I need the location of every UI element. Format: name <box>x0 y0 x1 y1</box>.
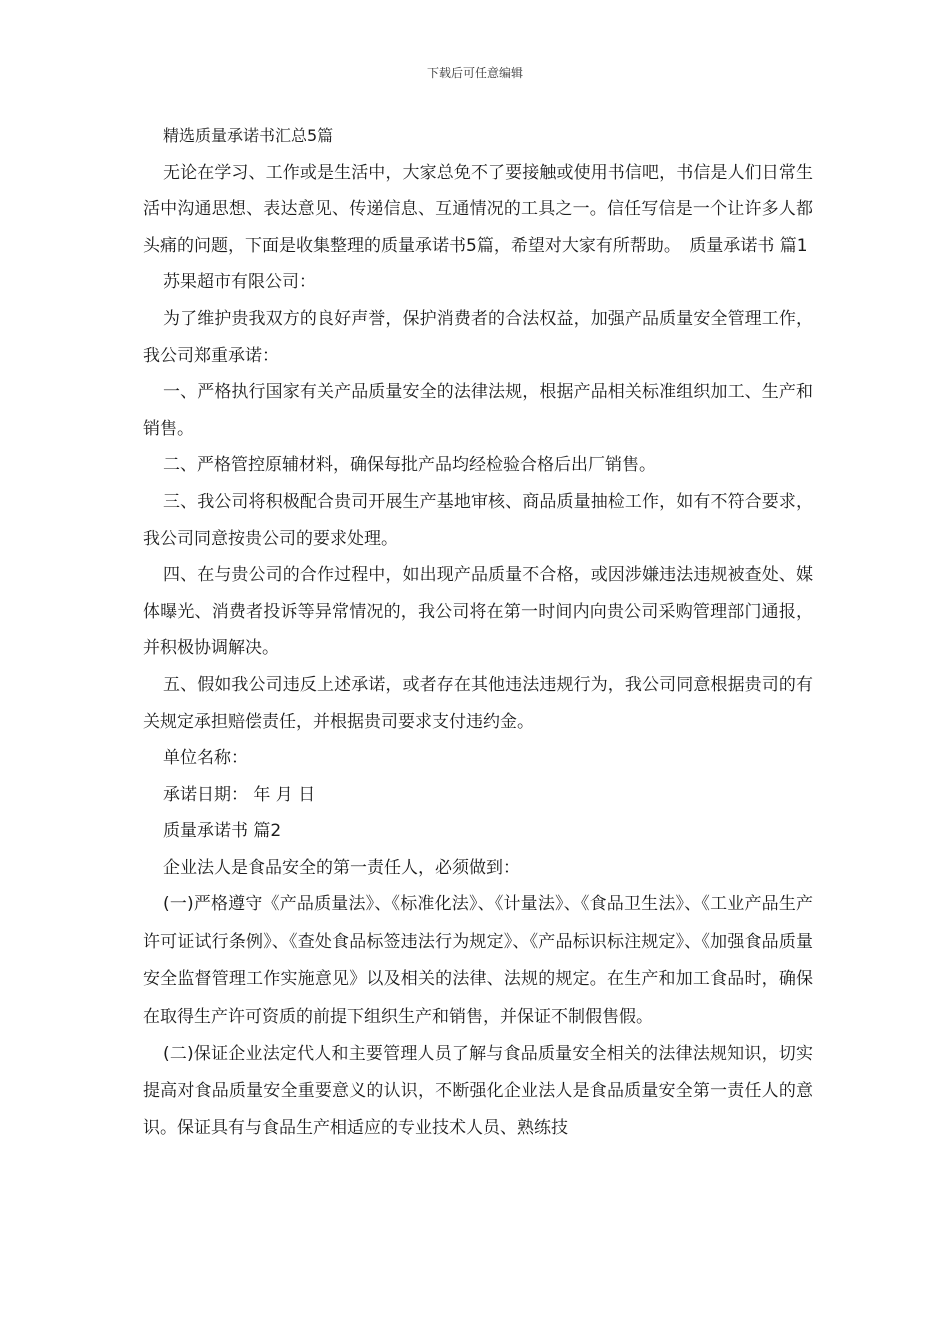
commitment-item-5: 五、假如我公司违反上述承诺，或者存在其他违法违规行为，我公司同意根据贵司的有关规定承担赔偿责任，并根据贵司要求支付违约金。 <box>143 674 813 732</box>
page-header-note: 下载后可任意编辑 <box>426 66 523 80</box>
requirement-item-1: (一)严格遵守《产品质量法》、《标准化法》、《计量法》、《食品卫生法》、《工业产品生产许可证试行条例》、《查处食品标签违法行为规定》、《产品标识标注规定》、《加强食品质量安全监督管理工作实施意见》以及相关的法律、法规的规定。在生产和加工食品时，确保在取得生产许可资质的前提下组织生产和销售，并保证不制假售假。 <box>143 894 813 1027</box>
document-title: 精选质量承诺书汇总5篇 <box>163 126 334 145</box>
commitment-item-4: 四、在与贵公司的合作过程中，如出现产品质量不合格，或因涉嫌违法违规被查处、媒体曝光、消费者投诉等异常情况的，我公司将在第一时间内向贵公司采购管理部门通报，并积极协调解决。 <box>143 565 813 659</box>
addressee-line: 苏果超市有限公司： <box>163 272 316 293</box>
commitment-item-2: 二、严格管控原辅材料，确保每批产品均经检验合格后出厂销售。 <box>163 455 656 476</box>
requirement-item-2: (二)保证企业法定代人和主要管理人员了解与食品质量安全相关的法律法规知识，切实提高对食品质量安全重要意义的认识，不断强化企业法人是食品质量安全第一责任人的意识。保证具有与食品生产相适应的专业技术人员、熟练技 <box>143 1044 813 1138</box>
unit-name-line: 单位名称： <box>163 748 248 769</box>
intro-paragraph: 无论在学习、工作或是生活中，大家总免不了要接触或使用书信吧，书信是人们日常生活中沟通思想、表达意见、传递信息、互通情况的工具之一。信任写信是一个让许多人都头痛的问题，下面是收集整理的质量承诺书5篇，希望对大家有所帮助。 质量承诺书 篇1 <box>143 162 813 256</box>
legal-person-intro: 企业法人是食品安全的第一责任人，必须做到： <box>163 857 520 878</box>
commitment-preamble: 为了维护贵我双方的良好声誉，保护消费者的合法权益，加强产品质量安全管理工作，我公司郑重承诺： <box>143 308 813 366</box>
section-heading-2: 质量承诺书 篇2 <box>163 821 282 842</box>
commitment-item-1: 一、严格执行国家有关产品质量安全的法律法规，根据产品相关标准组织加工、生产和销售。 <box>143 382 813 439</box>
document-body <box>143 118 813 1146</box>
commitment-date-line: 承诺日期： 年 月 日 <box>163 784 316 805</box>
commitment-item-3: 三、我公司将积极配合贵司开展生产基地审核、商品质量抽检工作，如有不符合要求，我公司同意按贵公司的要求处理。 <box>143 491 813 549</box>
